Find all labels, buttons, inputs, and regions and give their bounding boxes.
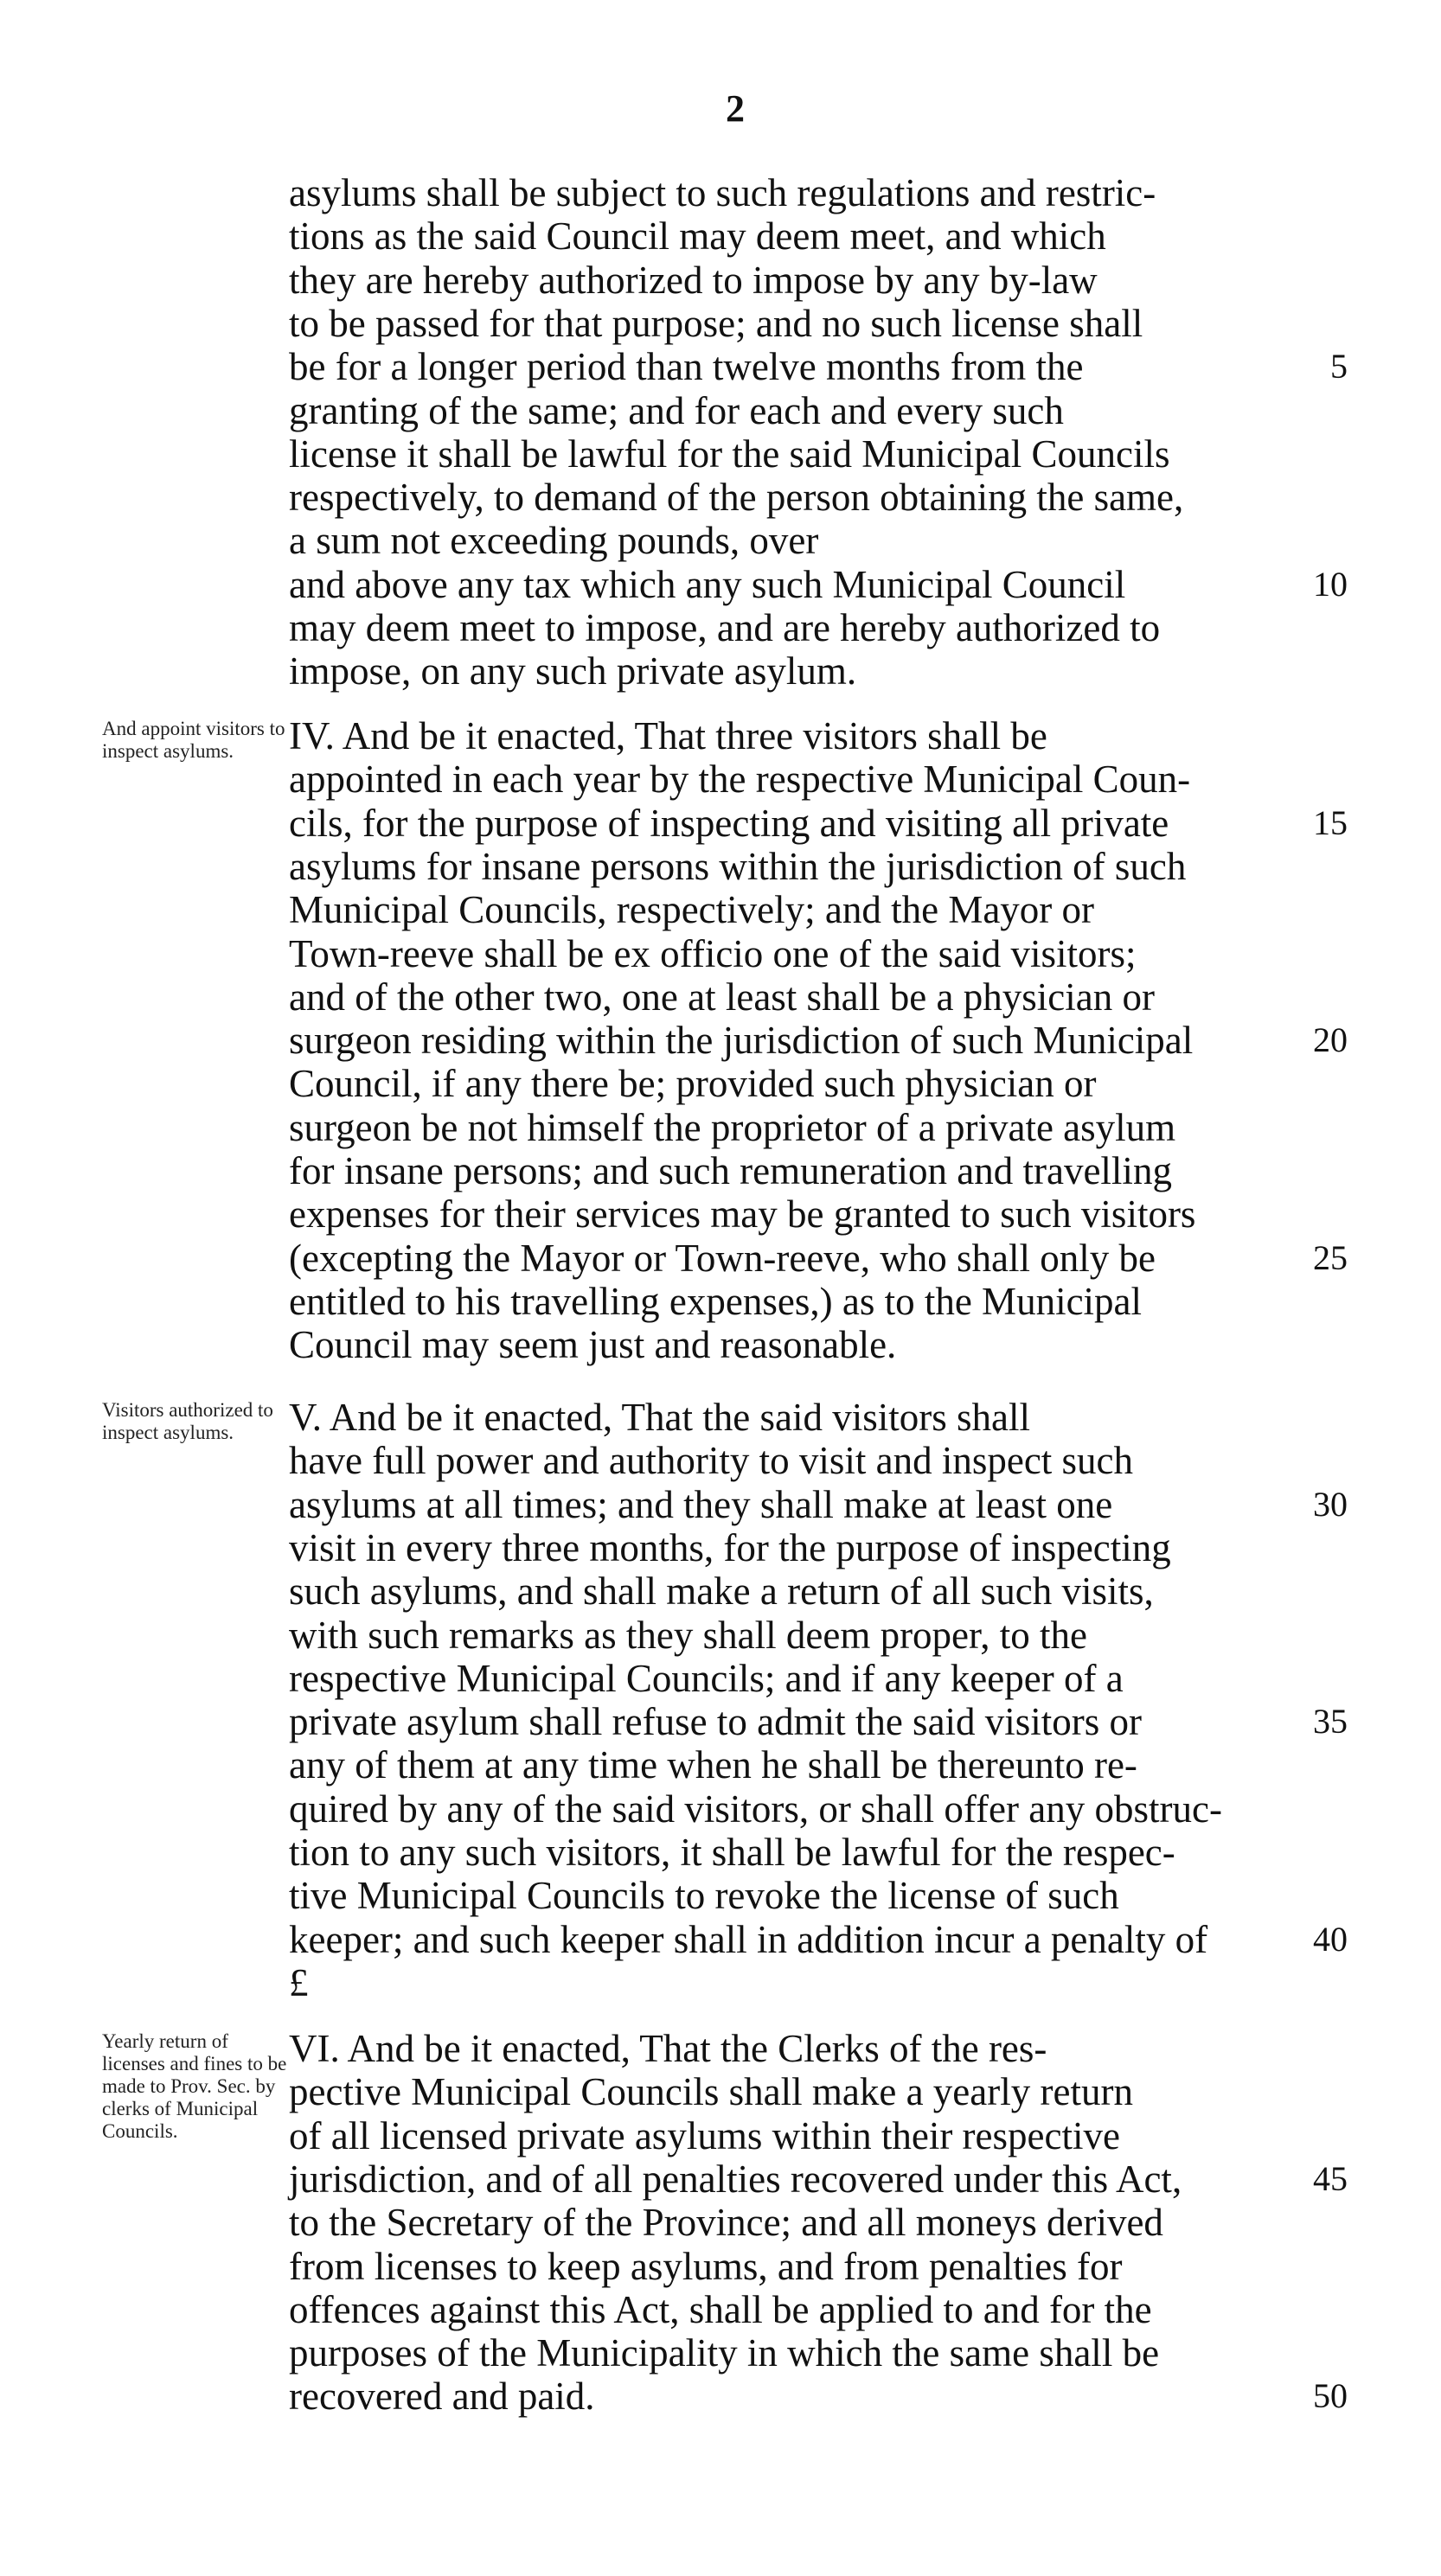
text-line: pective Municipal Councils shall make a yearly return xyxy=(289,2070,1133,2114)
text-line: appointed in each year by the respective Municipal Coun- xyxy=(289,757,1191,802)
text-line: surgeon residing within the jurisdiction of such Municipal xyxy=(289,1019,1194,1063)
text-line: asylums at all times; and they shall make at least one xyxy=(289,1482,1113,1526)
line-number: 50 xyxy=(1313,2376,1348,2416)
text-line: they are hereby authorized to impose by any by-law xyxy=(289,258,1098,302)
text-line: purposes of the Municipality in which the same shall be xyxy=(289,2331,1160,2375)
text-line: private asylum shall refuse to admit the said visitors or xyxy=(289,1700,1143,1744)
text-line: asylums shall be subject to such regulations and restric- xyxy=(289,171,1156,214)
line-number: 35 xyxy=(1313,1702,1348,1742)
text-line: jurisdiction, and of all penalties recovered under this Act, xyxy=(289,2157,1182,2201)
text-line: impose, on any such private asylum. xyxy=(289,649,857,694)
line-number: 5 xyxy=(1330,347,1348,387)
text-line: from licenses to keep asylums, and from penalties for xyxy=(289,2244,1123,2288)
text-line: a sum not exceeding pounds, over xyxy=(289,519,819,563)
line-number: 45 xyxy=(1313,2158,1348,2198)
text-line: £ xyxy=(289,1960,309,2004)
margin-note: And appoint visitors to inspect asylums. xyxy=(102,718,285,762)
text-line: to the Secretary of the Province; and all moneys derived xyxy=(289,2201,1163,2245)
text-line: license it shall be lawful for the said Municipal Councils xyxy=(289,431,1170,476)
text-line: and of the other two, one at least shall be a physician or xyxy=(289,975,1155,1019)
text-line: VI. And be it enacted, That the Clerks of the res- xyxy=(289,2027,1047,2070)
text-line: quired by any of the said visitors, or shall offer any obstruc- xyxy=(289,1787,1222,1831)
text-line: offences against this Act, shall be applied to and for the xyxy=(289,2287,1152,2331)
text-line: Council, if any there be; provided such physician or xyxy=(289,1062,1097,1106)
margin-note: Visitors authorized to inspect asylums. xyxy=(102,1399,273,1443)
line-number: 40 xyxy=(1313,1919,1348,1959)
line-number: 25 xyxy=(1313,1237,1348,1277)
line-number: 30 xyxy=(1313,1484,1348,1524)
line-number: 10 xyxy=(1313,564,1348,604)
text-line: visit in every three months, for the purpose of inspecting xyxy=(289,1525,1171,1569)
text-line: respective Municipal Councils; and if any keeper of a xyxy=(289,1656,1124,1700)
text-line: keeper; and such keeper shall in addition incur a penalty of xyxy=(289,1917,1208,1961)
text-line: tion to any such visitors, it shall be lawful for the respec- xyxy=(289,1831,1175,1874)
text-line: entitled to his travelling expenses,) as to the Municipal xyxy=(289,1279,1143,1323)
margin-note: Yearly return of licenses and fines to be made to Prov. Sec. by clerks of Municipal Councils. xyxy=(102,2030,287,2142)
text-line: tions as the said Council may deem meet, and which xyxy=(289,214,1106,259)
line-number: 20 xyxy=(1313,1020,1348,1060)
text-line: of all licensed private asylums within their respective xyxy=(289,2113,1120,2157)
text-line: surgeon be not himself the proprietor of a private asylum xyxy=(289,1105,1176,1149)
text-line: be for a longer period than twelve months from the xyxy=(289,345,1084,389)
text-line: have full power and authority to visit and inspect such xyxy=(289,1439,1134,1483)
text-line: expenses for their services may be granted to such visitors xyxy=(289,1192,1196,1237)
text-line: recovered and paid. xyxy=(289,2375,595,2419)
text-line: (excepting the Mayor or Town-reeve, who shall only be xyxy=(289,1236,1156,1280)
page-number: 2 xyxy=(726,87,745,130)
text-line: respectively, to demand of the person obtaining the same, xyxy=(289,476,1184,520)
text-line: Council may seem just and reasonable. xyxy=(289,1323,897,1367)
text-line: any of them at any time when he shall be thereunto re- xyxy=(289,1743,1137,1787)
text-line: granting of the same; and for each and every such xyxy=(289,388,1064,432)
text-line: and above any tax which any such Municipal Council xyxy=(289,562,1126,606)
text-line: with such remarks as they shall deem proper, to the xyxy=(289,1613,1087,1657)
text-line: for insane persons; and such remuneration and travelling xyxy=(289,1149,1172,1192)
text-line: may deem meet to impose, and are hereby authorized to xyxy=(289,606,1161,649)
text-line: to be passed for that purpose; and no such license shall xyxy=(289,301,1143,345)
text-line: tive Municipal Councils to revoke the license of such xyxy=(289,1874,1119,1918)
line-number: 15 xyxy=(1313,802,1348,842)
text-line: such asylums, and shall make a return of all such visits, xyxy=(289,1569,1154,1614)
text-line: Municipal Councils, respectively; and the Mayor or xyxy=(289,888,1095,932)
text-line: V. And be it enacted, That the said visitors shall xyxy=(289,1396,1030,1439)
text-line: asylums for insane persons within the jurisdiction of such xyxy=(289,844,1187,888)
text-line: cils, for the purpose of inspecting and visiting all private xyxy=(289,801,1169,845)
text-line: IV. And be it enacted, That three visitors shall be xyxy=(289,714,1047,757)
text-line: Town-reeve shall be ex officio one of the said visitors; xyxy=(289,931,1137,975)
